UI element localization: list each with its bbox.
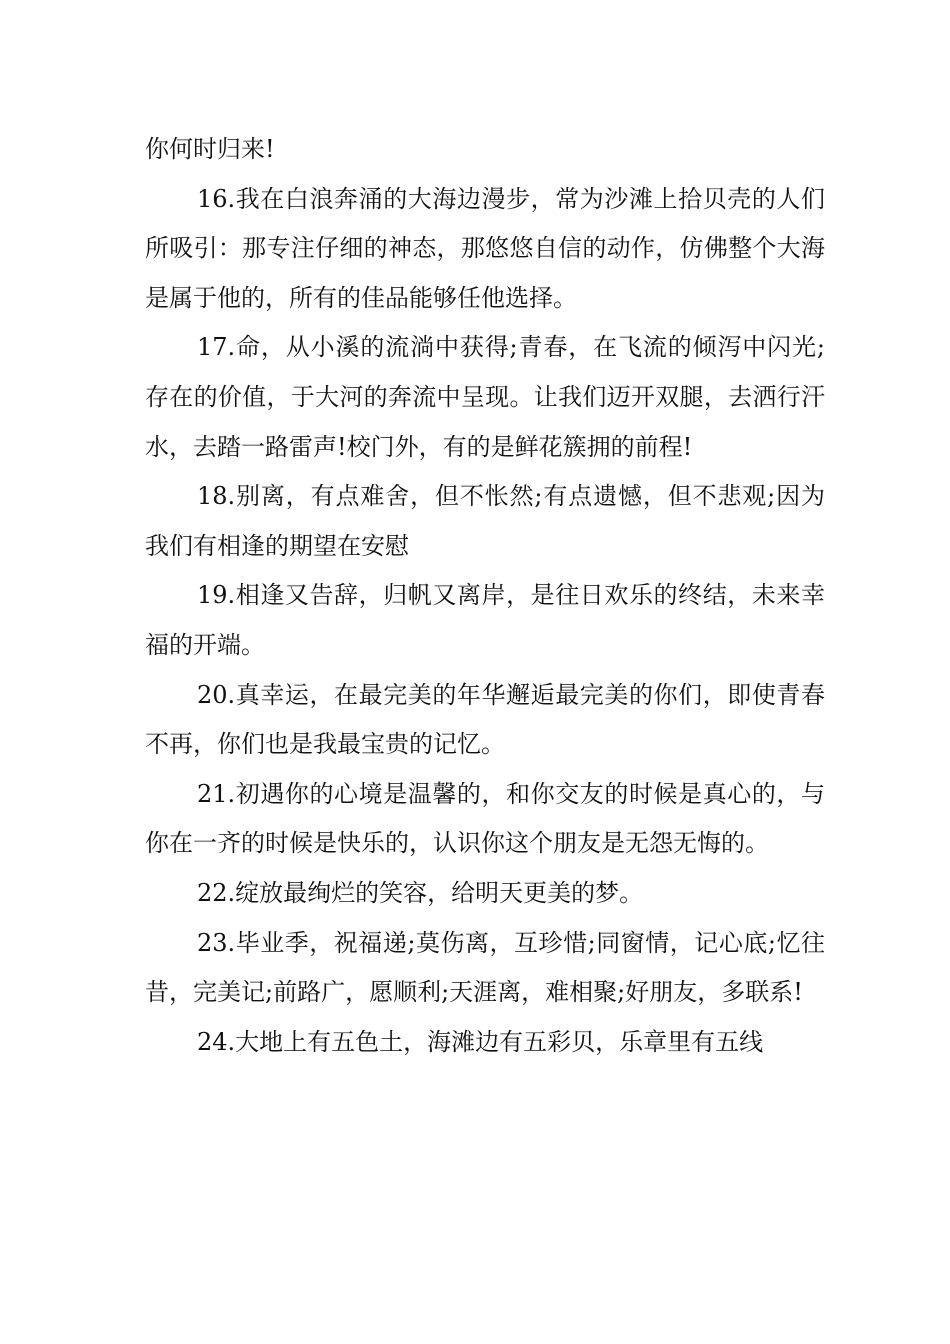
paragraph-18: 18.别离，有点难舍，但不怅然;有点遗憾，但不悲观;因为我们有相逢的期望在安慰 (145, 482, 825, 560)
paragraph-16: 16.我在白浪奔涌的大海边漫步，常为沙滩上拾贝壳的人们所吸引：那专注仔细的神态，那悠悠自信的动作，仿佛整个大海是属于他的，所有的佳品能够任他选择。 (145, 184, 825, 312)
paragraph-24: 24.大地上有五色土，海滩边有五彩贝，乐章里有五线 (197, 1027, 764, 1056)
paragraph-22: 22.绽放最绚烂的笑容，给明天更美的梦。 (197, 878, 644, 907)
paragraph-20: 20.真幸运，在最完美的年华邂逅最完美的你们，即使青春不再，你们也是我最宝贵的记忆。 (145, 680, 825, 759)
paragraph-15-tail: 你何时归来! (145, 135, 275, 163)
paragraph-21: 21.初遇你的心境是温馨的，和你交友的时候是真心的，与你在一齐的时候是快乐的，认识你这个朋友是无怨无悔的。 (145, 779, 825, 858)
paragraph-17: 17.命，从小溪的流淌中获得;青春，在飞流的倾泻中闪光;存在的价值，于大河的奔流中呈现。让我们迈开双腿，去洒行汗水，去踏一路雷声!校门外，有的是鲜花簇拥的前程! (145, 333, 825, 461)
paragraph-23: 23.毕业季，祝福递;莫伤离，互珍惜;同窗情，记心底;忆往昔，完美记;前路广，愿顺利;天涯离，难相聚;好朋友，多联系! (145, 928, 825, 1007)
document-body (145, 125, 825, 1067)
paragraph-19: 19.相逢又告辞，归帆又离岸，是往日欢乐的终结，未来幸福的开端。 (145, 581, 825, 659)
